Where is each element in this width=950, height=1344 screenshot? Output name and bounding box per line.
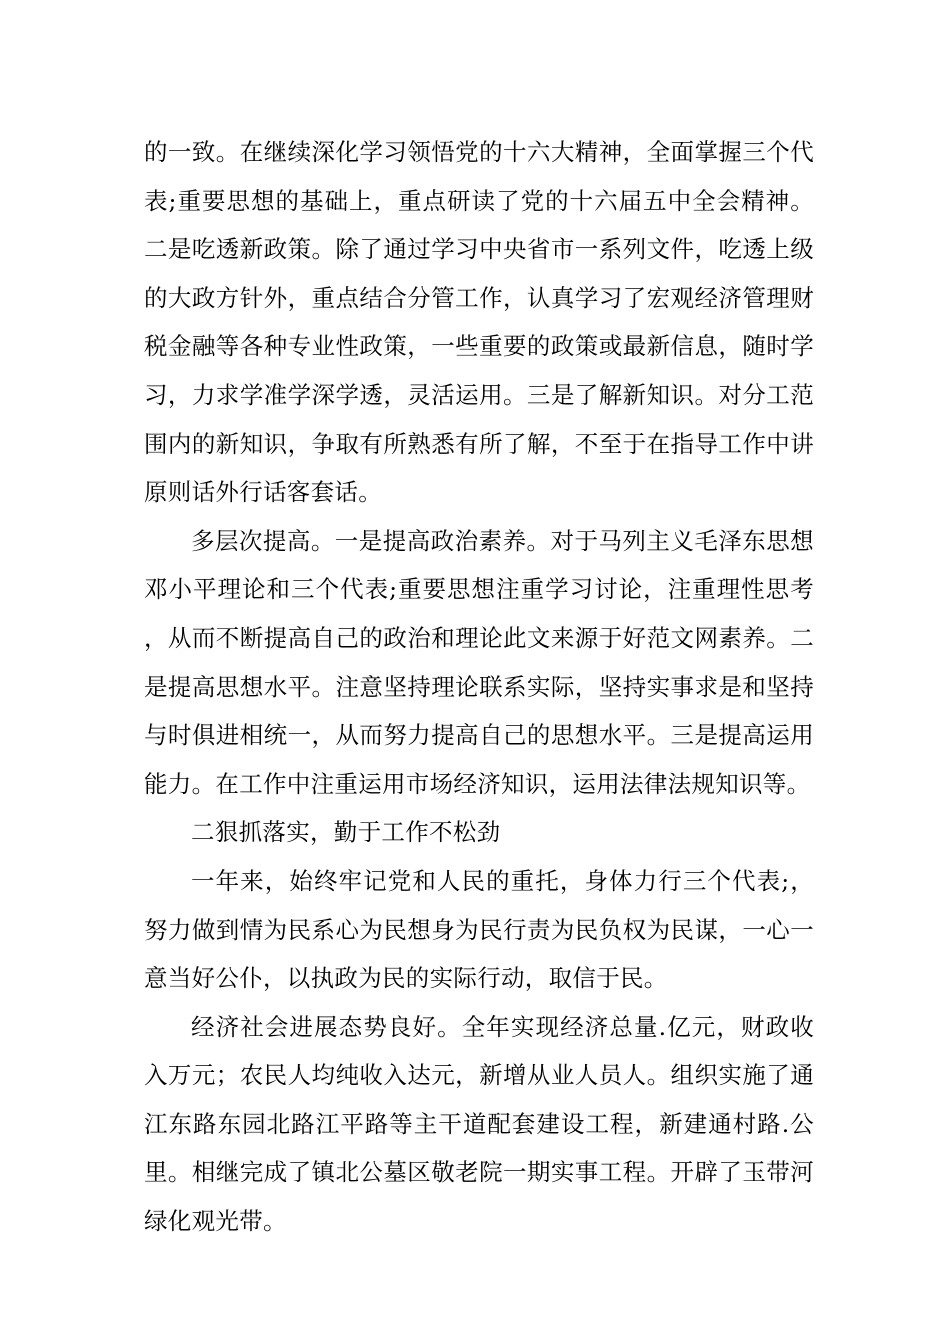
paragraph-serve-people: 一年来，始终牢记党和人民的重托，身体力行三个代表;，努力做到情为民系心为民想身为民行责为民负权为民谋，一心一意当好公仆，以执政为民的实际行动，取信于民。 [144,866,814,993]
section-heading-implementation: 二狠抓落实，勤于工作不松劲 [191,818,501,847]
paragraph-study-policy: 的一致。在继续深化学习领悟党的十六大精神，全面掌握三个代表;重要思想的基础上，重点研读了党的十六届五中全会精神。二是吃透新政策。除了通过学习中央省市一系列文件，吃透上级的大政方针外，重点结合分管工作，认真学习了宏观经济管理财税金融等各种专业性政策，一些重要的政策或最新信息，随时学习，力求学准学深学透，灵活运用。三是了解新知识。对分工范围内的新知识，争取有所熟悉有所了解，不至于在指导工作中讲原则话外行话客套话。 [144,138,814,507]
paragraph-multi-level-improvement: 多层次提高。一是提高政治素养。对于马列主义毛泽东思想邓小平理论和三个代表;重要思想注重学习讨论，注重理性思考，从而不断提高自己的政治和理论此文来源于好范文网素养。二是提高思想水平。注意坚持理论联系实际，坚持实事求是和坚持与时俱进相统一，从而努力提高自己的思想水平。三是提高运用能力。在工作中注重运用市场经济知识，运用法律法规知识等。 [144,526,814,798]
document-body [144,128,814,1246]
paragraph-economic-progress: 经济社会进展态势良好。全年实现经济总量.亿元，财政收入万元；农民人均纯收入达元，新增从业人员人。组织实施了通江东路东园北路江平路等主干道配套建设工程，新建通村路.公里。相继完成了镇北公墓区敬老院一期实事工程。开辟了玉带河绿化观光带。 [144,1012,814,1236]
